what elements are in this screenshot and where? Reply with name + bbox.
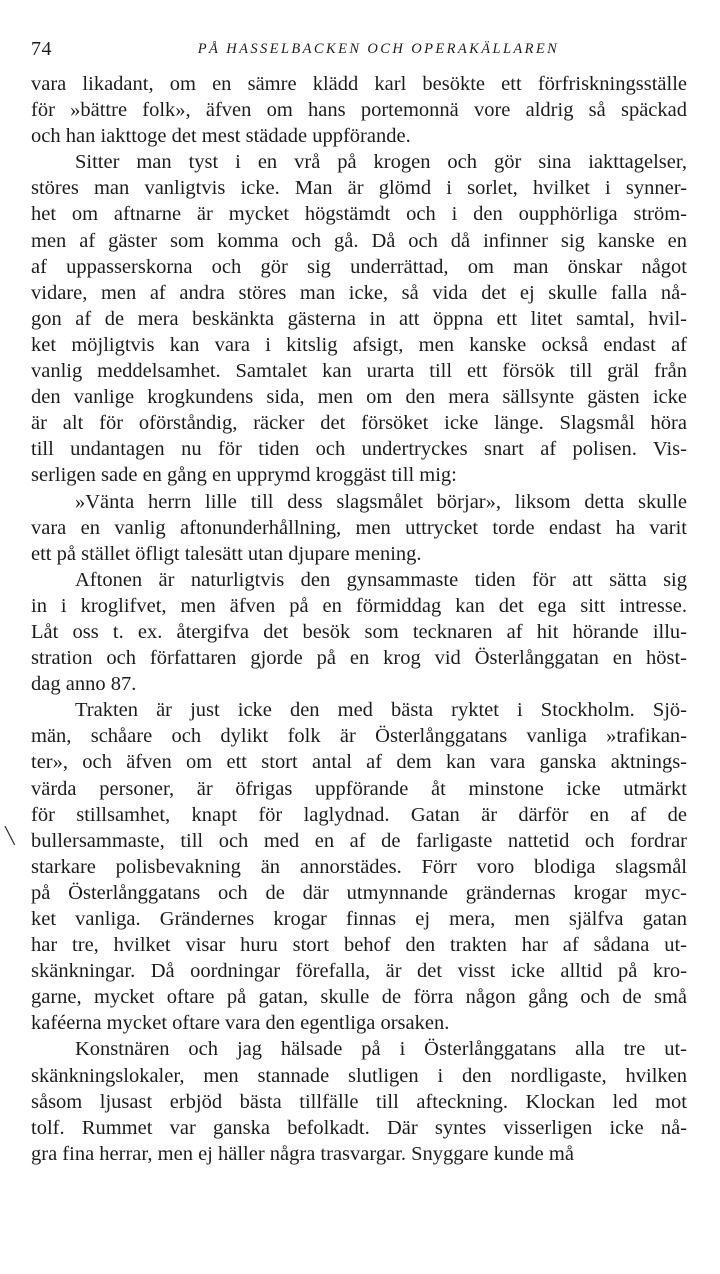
paragraph: [31, 1036, 687, 1166]
text-line: vidare, men af andra störes man icke, så vida det ej skulle falla nå-: [31, 281, 687, 304]
text-line: skänkningar. Då oordningar förefalla, är det visst icke alltid på kro-: [31, 960, 687, 983]
paragraph: [31, 489, 687, 567]
text-line: ter», och äfven om ett stort antal af dem kan vara ganska aktnings-: [31, 751, 687, 774]
running-head: [31, 38, 686, 62]
text-line: tolf. Rummet var ganska befolkadt. Där syntes visserligen icke nå-: [31, 1116, 687, 1139]
text-line: störes man vanligtvis icke. Man är glömd i sorlet, hvilket i synner-: [31, 177, 687, 200]
text-line: Trakten är just icke den med bästa ryktet i Stockholm. Sjö-: [75, 699, 687, 722]
page-number: 74: [31, 38, 52, 60]
text-line: män, schåare och dylikt folk är Österlånggatans vanliga »trafikan-: [31, 725, 687, 748]
text-line: vanlig meddelsamhet. Samtalet kan urarta till ett försök till gräl från: [31, 360, 687, 383]
text-line: den vanlige krogkundens sida, men om den mera sällsynte gästen icke: [31, 386, 687, 409]
text-line: till undantagen nu för tiden och undertryckes snart af polisen. Vis-: [31, 438, 687, 461]
text-line: skänkningslokaler, men stannade slutligen i den nordligaste, hvilken: [31, 1064, 687, 1087]
margin-mark: ╲: [5, 828, 15, 845]
text-line: starkare polisbevakning än annorstädes. Förr voro blodiga slagsmål: [31, 855, 687, 878]
text-line: på Österlånggatans och de där utmynnande grändernas krogar myc-: [31, 881, 687, 904]
text-line: gra fina herrar, men ej häller några trasvargar. Snyggare kunde må: [31, 1142, 574, 1165]
text-line: har tre, hvilket visar huru stort behof den trakten har af sådana ut-: [31, 934, 687, 957]
text-line: såsom ljusast erbjöd bästa tillfälle till afteckning. Klockan led mot: [31, 1090, 687, 1113]
paragraph: [31, 697, 687, 1036]
text-line: ett på stället öfligt talesätt utan djupare mening.: [31, 542, 422, 565]
text-line: stration och författaren gjorde på en krog vid Österlånggatan en höst-: [31, 647, 687, 670]
text-line: het om aftnarne är mycket högstämdt och i den oupphörliga ström-: [31, 203, 687, 226]
text-line: ket vanliga. Grändernes krogar finnas ej mera, men själfva gatan: [31, 908, 687, 930]
text-line: gon af de mera beskänkta gästerna in att öppna ett litet samtal, hvil-: [31, 307, 687, 330]
text-line: Aftonen är naturligtvis den gynsammaste tiden för att sätta sig: [75, 568, 687, 591]
text-line: bullersammaste, till och med en af de farligaste nattetid och fordrar: [31, 829, 687, 852]
text-line: och han iakttoge det mest städade uppförande.: [31, 125, 411, 148]
text-line: in i kroglifvet, men äfven på en förmiddag kan det ega sitt intresse.: [31, 594, 687, 617]
text-line: men af gäster som komma och gå. Då och då infinner sig kanske en: [31, 229, 687, 252]
text-line: Låt oss t. ex. återgifva det besök som tecknaren af hit hörande illu-: [31, 620, 687, 643]
text-line: garne, mycket oftare på gatan, skulle de förra någon gång och de små: [31, 986, 687, 1009]
text-line: vara likadant, om en sämre klädd karl besökte ett förfriskningsställe: [31, 73, 687, 95]
body-text: [31, 71, 687, 1167]
paragraph: [31, 567, 687, 697]
text-line: serligen sade en gång en upprymd kroggäst till mig:: [31, 464, 457, 487]
text-line: dag anno 87.: [31, 673, 137, 696]
text-line: för stillsamhet, knapt för laglydnad. Gatan är därför en af de: [31, 803, 687, 826]
text-line: för »bättre folk», äfven om hans portemonnä vore aldrig så späckad: [31, 99, 687, 122]
text-line: »Vänta herrn lille till dess slagsmålet börjar», liksom detta skulle: [75, 490, 687, 513]
running-title: PÅ HASSELBACKEN OCH OPERAKÄLLAREN: [197, 41, 560, 57]
text-line: är alt för oförståndig, räcker det försöket icke länge. Slagsmål höra: [31, 412, 687, 435]
text-line: af uppasserskorna och gör sig underrättad, om man önskar något: [31, 255, 687, 278]
text-line: värda personer, är öfrigas uppförande åt minstone icke utmärkt: [31, 777, 687, 800]
paragraph: [31, 149, 687, 488]
text-line: ket möjligtvis kan vara i kitslig afsigt, men kanske också endast af: [31, 333, 687, 356]
text-line: vara en vanlig aftonunderhållning, men uttrycket torde endast ha varit: [31, 516, 687, 539]
text-line: Sitter man tyst i en vrå på krogen och gör sina iakttagelser,: [75, 151, 687, 174]
text-line: Konstnären och jag hälsade på i Österlånggatans alla tre ut-: [75, 1038, 687, 1061]
paragraph: [31, 71, 687, 149]
text-line: kaféerna mycket oftare vara den egentliga orsaken.: [31, 1012, 450, 1035]
